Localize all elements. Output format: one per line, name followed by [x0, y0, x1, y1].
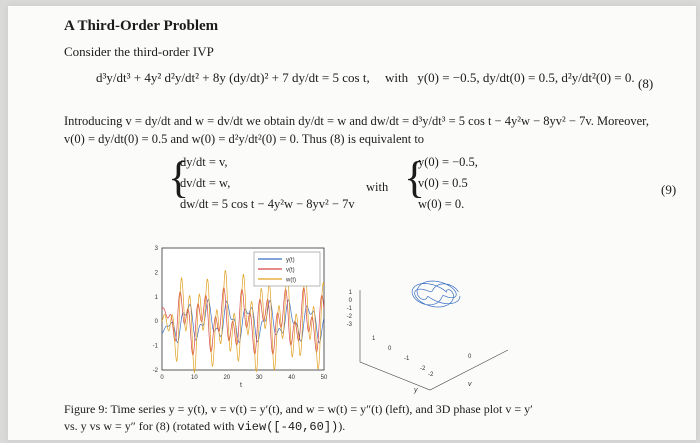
z-tick-label: -1: [346, 306, 352, 312]
y-tick-label: 0: [154, 319, 158, 326]
x-tick-label: 10: [191, 375, 198, 381]
y-axis-label: y: [414, 387, 418, 394]
v-tick-label: -2: [428, 372, 434, 378]
section-heading: A Third-Order Problem: [64, 18, 219, 34]
equation-8-number: (8): [638, 76, 654, 91]
y-tick-label: 1: [154, 294, 158, 301]
equation-9-number: (9): [661, 182, 677, 197]
ic-v: v(0) = 0.5: [418, 176, 468, 190]
x-tick-label: 20: [223, 375, 231, 381]
z-tick-label: -3: [346, 322, 352, 328]
y-tick-label: -1: [152, 343, 158, 350]
y-tick-label: -2: [420, 366, 426, 372]
y-tick-label: 3: [154, 246, 158, 252]
y-tick-label: 2: [154, 270, 158, 277]
time-series-plot: [136, 242, 336, 388]
paragraph-line-2: v(0) = dy/dt(0) = 0.5 and w(0) = d²y/dt²(0) = 0. Thus (8) is equivalent to: [64, 132, 425, 146]
y-tick-label: -1: [404, 356, 410, 362]
ics-brace: {: [404, 153, 426, 202]
x-tick-label: 30: [255, 375, 263, 381]
y-tick-label: 0: [388, 346, 392, 352]
paragraph-line-1: Introducing v = dy/dt and w = dv/dt we obtain dy/dt = w and dw/dt = d³y/dt³ = 5 cos t − 4y²w − 8yv² − 7v. Moreover,: [64, 114, 649, 128]
equation-9-with: with: [366, 180, 389, 194]
equation-8: [96, 70, 635, 86]
legend-label: w(t): [286, 277, 296, 284]
equation-8-lhs: d³y/dt³ + 4y² d²y/dt² + 8y (dy/dt)² + 7 dy/dt = 5 cos t,: [96, 70, 370, 85]
x-tick-label: 0: [160, 375, 164, 381]
paper-page: [8, 6, 696, 440]
equation-8-ics: y(0) = −0.5, dy/dt(0) = 0.5, d²y/dt²(0) = 0.: [417, 70, 635, 85]
phase-trajectory: [412, 281, 460, 307]
z-tick-labels: [347, 290, 353, 328]
z-tick-label: -2: [346, 314, 352, 320]
figure-caption-line-2: [64, 419, 345, 434]
equation-9-ics: [418, 152, 478, 215]
left-brace: {: [168, 153, 190, 202]
x-tick-label: 40: [288, 375, 295, 381]
x-tick-label: 50: [320, 375, 328, 381]
figure-caption-line-1: Figure 9: Time series y = y(t), v = v(t) = y′(t), and w = w(t) = y″(t) (left), and 3D phase plot v = y′: [64, 402, 533, 416]
phase-curve: [412, 281, 460, 307]
y-tick-label: -2: [152, 368, 158, 374]
z-tick-label: 1: [348, 290, 352, 296]
caption-prefix: vs. y vs w = y″ for (8) (rotated with: [64, 419, 238, 433]
ic-y: y(0) = −0.5,: [418, 155, 478, 169]
x-axis-label: t: [240, 382, 242, 388]
intro-text: Consider the third-order IVP: [64, 44, 214, 59]
caption-code: view([-40,60]): [237, 420, 339, 434]
system-eq-3: dw/dt = 5 cos t − 4y²w − 8yv² − 7v: [180, 197, 355, 211]
v-tick-label: 0: [468, 354, 472, 360]
caption-suffix: ).: [338, 419, 346, 433]
v-tick-labels: [428, 354, 472, 378]
x-tick-labels: [160, 375, 328, 381]
system-eq-1: dy/dt = v,: [180, 155, 228, 169]
y-tick-labels: [153, 246, 159, 374]
z-tick-label: 0: [348, 298, 352, 304]
legend-label: v(t): [286, 267, 295, 274]
v-axis-label: v: [468, 381, 472, 388]
y-tick-labels: [372, 336, 426, 372]
axes-box: [360, 290, 508, 390]
y-tick-label: 1: [372, 336, 376, 342]
ic-w: w(0) = 0.: [418, 197, 465, 211]
system-eq-2: dv/dt = w,: [180, 176, 231, 190]
equation-9-system: [180, 152, 355, 215]
equation-8-with: with: [384, 70, 409, 85]
legend-label: y(t): [286, 257, 295, 264]
phase-plot-3d: [338, 244, 518, 394]
